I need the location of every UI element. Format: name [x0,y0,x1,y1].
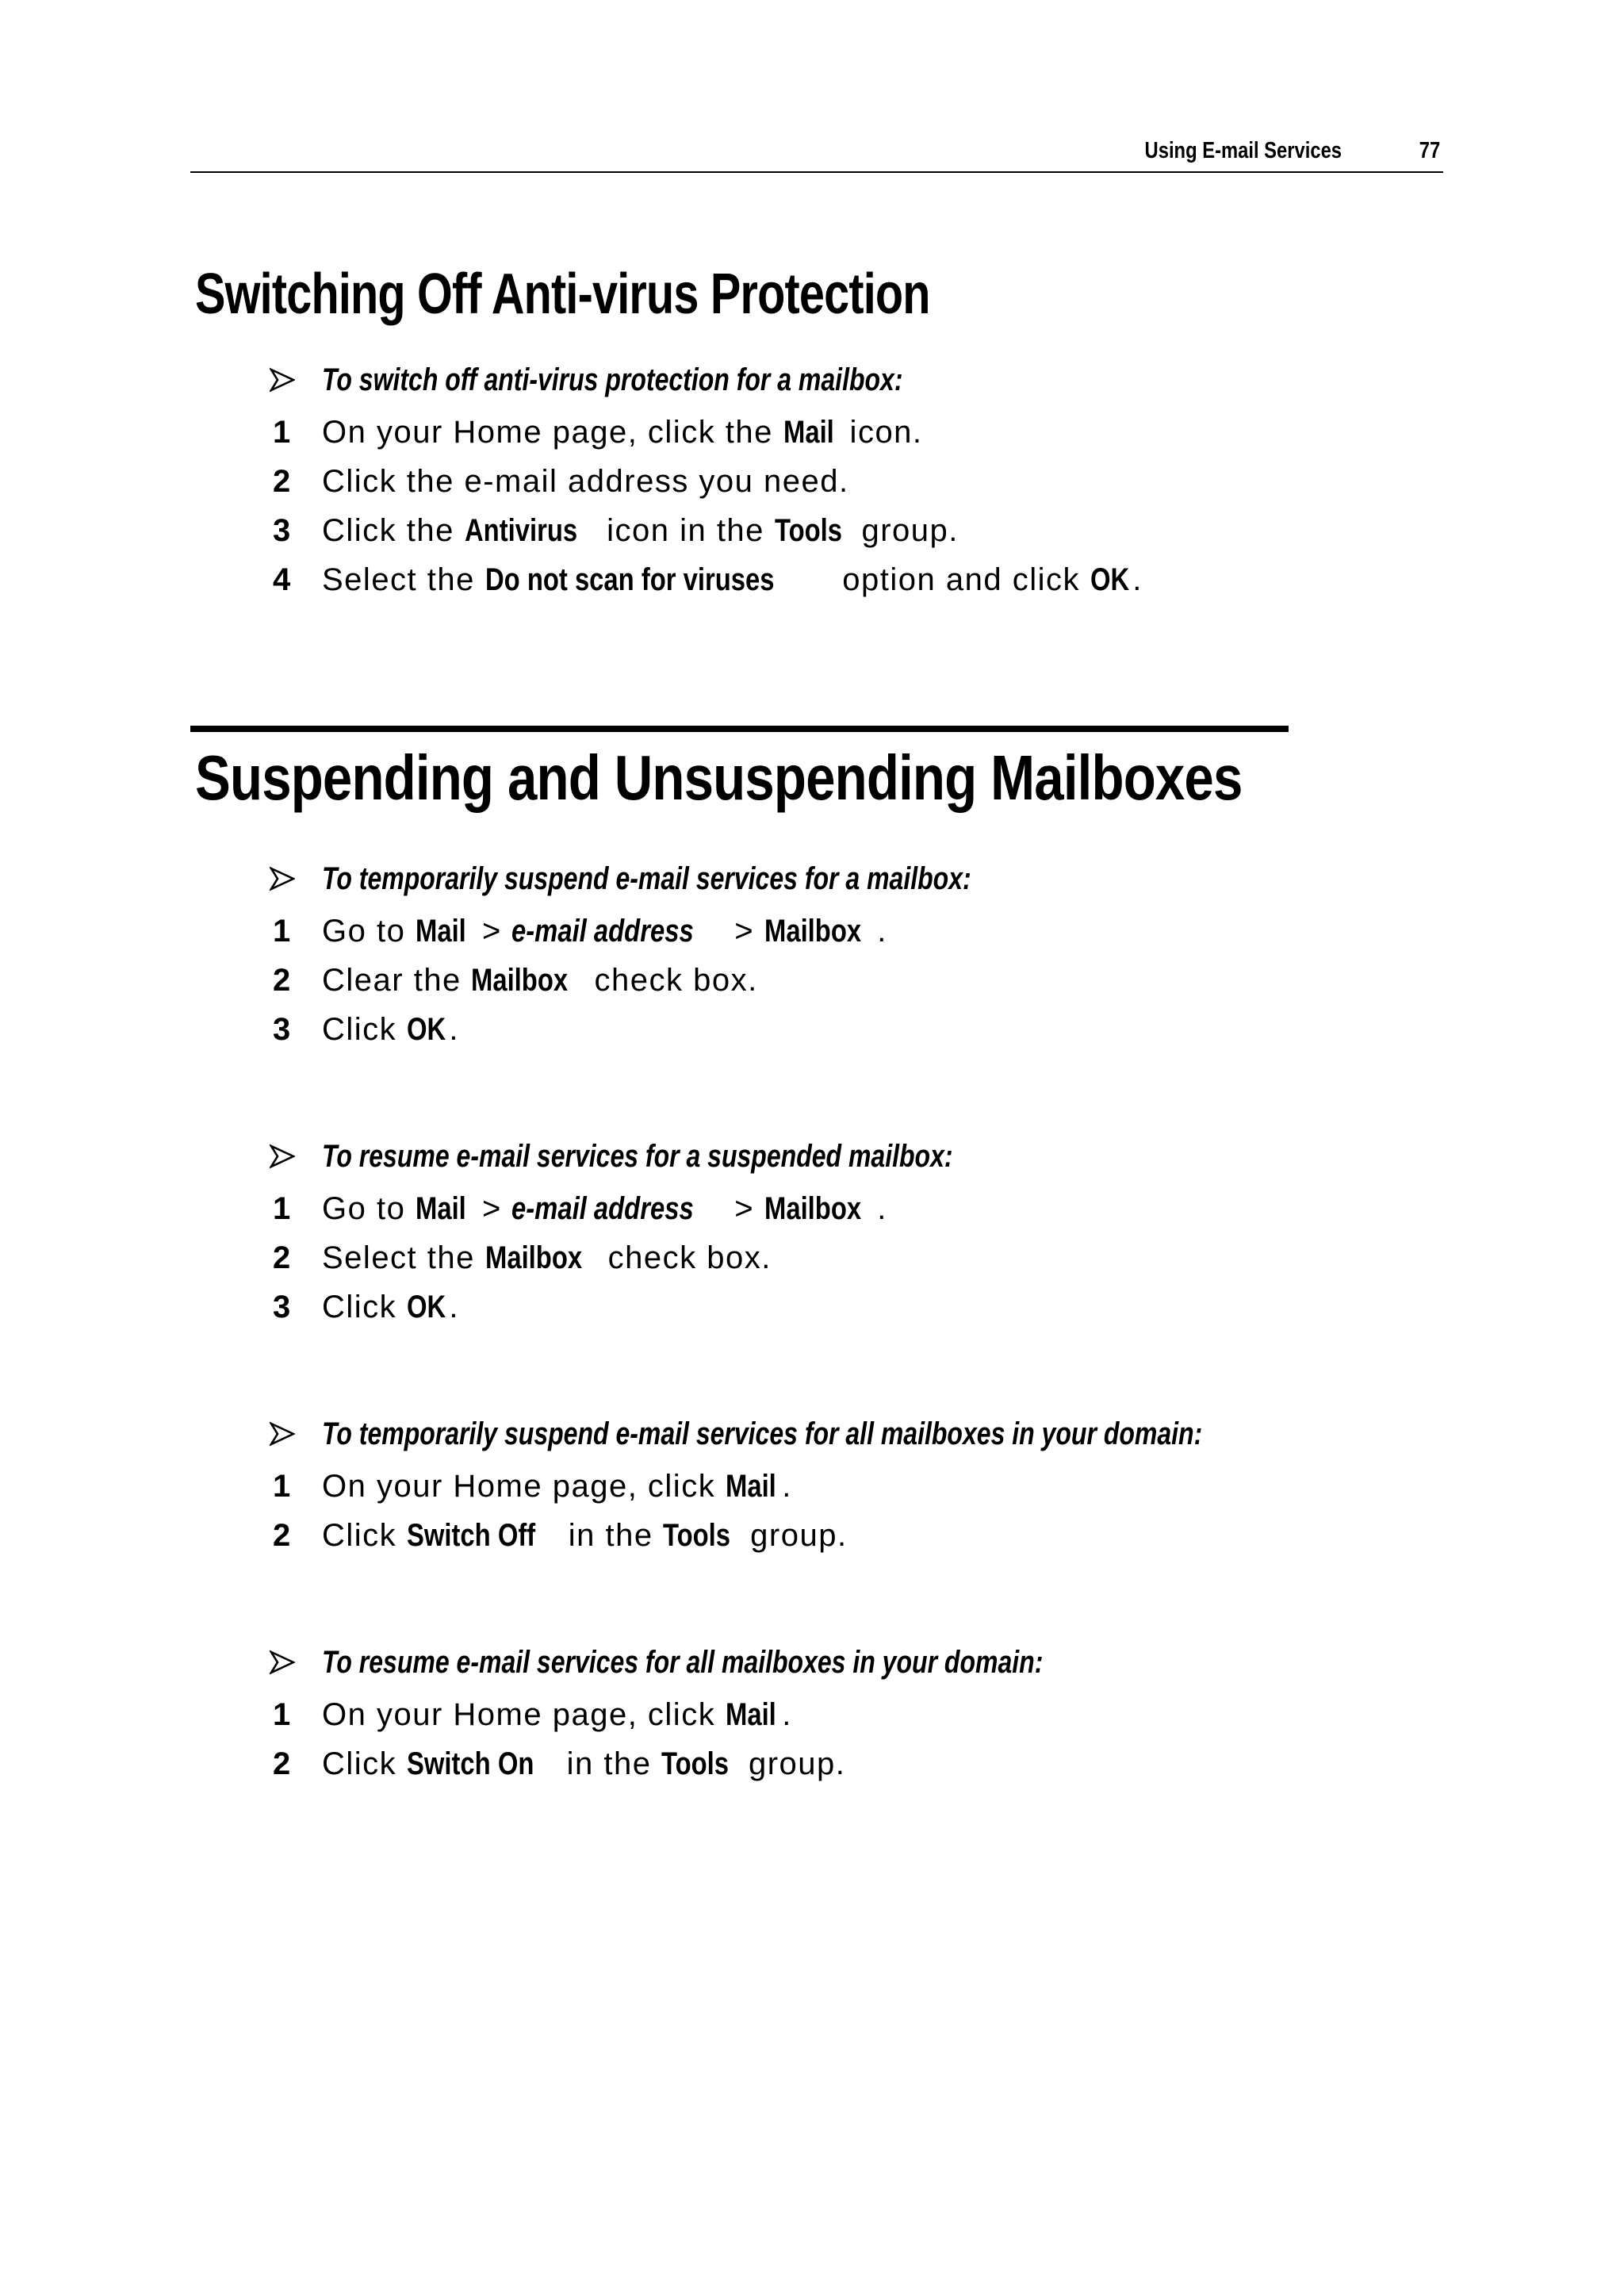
step-text: Click Switch On in the Tools group. [322,1746,846,1781]
ui-term: Tools [774,513,842,548]
ui-term: OK [406,1012,446,1047]
step-text: Select the Do not scan for viruses option and click OK . [322,562,1143,597]
step-number: 2 [273,1518,291,1553]
arrowhead-bullet-icon [270,1421,295,1447]
step-text: Click OK . [322,1012,460,1047]
placeholder-term: e-mail address [511,1191,695,1226]
procedure-title-text: To resume e-mail services for all mailboxes in your domain: [322,1645,1044,1680]
header-title: Using E-mail Services [1144,138,1342,163]
procedure-title-text: To temporarily suspend e-mail services for a mailbox: [322,861,971,896]
section-heading-antivirus: Switching Off Anti-virus Protection [195,263,930,326]
section-heading-suspending: Suspending and Unsuspending Mailboxes [195,742,1243,813]
ui-term: OK [406,1290,446,1324]
step-text: On your Home page, click Mail . [322,1697,792,1732]
step-text: On your Home page, click the Mail icon. [322,415,923,450]
ui-term: Mail [415,1191,466,1226]
running-header [190,133,1443,173]
ui-term: Mailbox [764,914,861,949]
procedure-title-text: To temporarily suspend e-mail services for all mailboxes in your domain: [322,1416,1203,1451]
step-text: Go to Mail > e-mail address > Mailbox . [322,1191,887,1226]
step-text: Click Switch Off in the Tools group. [322,1518,848,1553]
ui-term: OK [1090,562,1129,597]
ui-term: Switch Off [406,1518,535,1553]
step-number: 2 [273,1746,291,1781]
ui-term: Switch On [406,1746,534,1781]
step-text: Select the Mailbox check box. [322,1240,772,1275]
ui-term: Tools [663,1518,731,1553]
page-number: 77 [1419,138,1440,163]
step-text: On your Home page, click Mail . [322,1469,792,1504]
ui-term: Mail [415,914,466,949]
ui-term: Do not scan for viruses [485,562,775,597]
step-number: 3 [273,1290,291,1324]
procedure-title-text: To switch off anti-virus protection for a mailbox: [322,362,903,397]
section-divider [190,726,1289,732]
step-number: 3 [273,513,291,548]
ui-term: Mailbox [485,1240,582,1275]
ui-term: Tools [661,1746,730,1781]
arrowhead-bullet-icon [270,1144,295,1169]
ui-term: Mailbox [764,1191,861,1226]
arrowhead-bullet-icon [270,866,295,891]
arrowhead-bullet-icon [270,1650,295,1675]
ui-term: Antivirus [464,513,577,548]
step-text: Clear the Mailbox check box. [322,963,758,998]
step-number: 1 [273,1697,291,1732]
step-number: 1 [273,1191,291,1226]
ui-term: Mail [725,1697,776,1732]
step-number: 4 [273,562,291,597]
placeholder-term: e-mail address [511,914,695,949]
ui-term: Mail [725,1469,776,1504]
step-number: 2 [273,963,291,998]
step-text: Go to Mail > e-mail address > Mailbox . [322,914,887,949]
step-text: Click the Antivirus icon in the Tools group. [322,513,959,548]
step-number: 3 [273,1012,291,1047]
step-text: Click the e-mail address you need. [322,464,849,499]
ui-term: Mail [783,415,834,450]
step-number: 1 [273,1469,291,1504]
step-text: Click OK . [322,1290,460,1324]
step-number: 2 [273,464,291,499]
step-number: 1 [273,415,291,450]
ui-term: Mailbox [471,963,569,998]
step-number: 1 [273,914,291,949]
arrowhead-bullet-icon [270,367,295,393]
step-number: 2 [273,1240,291,1275]
procedure-title-text: To resume e-mail services for a suspended mailbox: [322,1139,953,1174]
